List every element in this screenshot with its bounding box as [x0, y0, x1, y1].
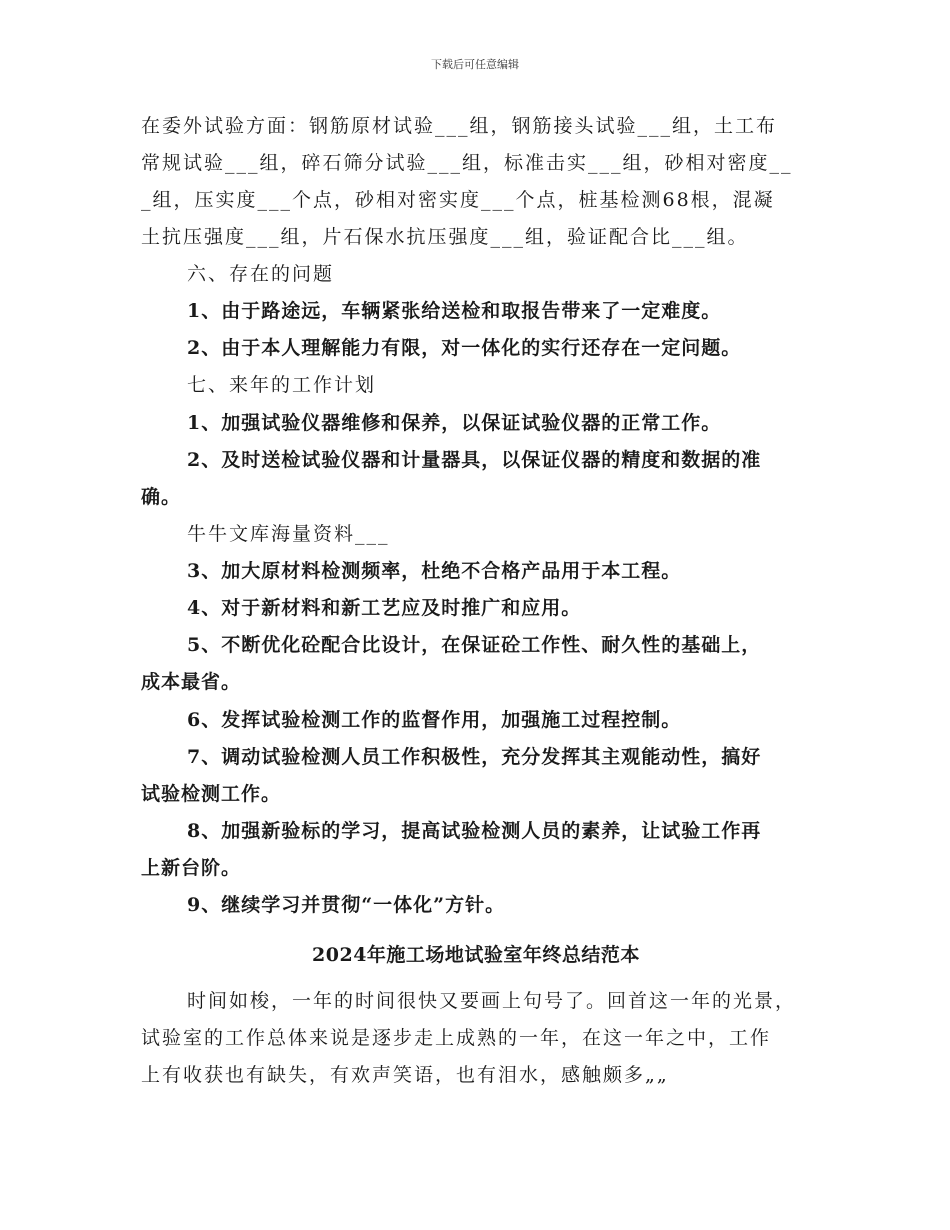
list-item-continuation: 试验检测工作。	[141, 783, 282, 805]
paragraph-line: 土抗压强度___组，片石保水抗压强度___组，验证配合比___组。	[141, 226, 749, 248]
list-item: 5、不断优化砼配合比设计，在保证砼工作性、耐久性的基础上，	[187, 634, 762, 656]
list-item: 3、加大原材料检测频率，杜绝不合格产品用于本工程。	[187, 560, 682, 582]
paragraph-line: 时间如梭，一年的时间很快又要画上句号了。回首这一年的光景，	[187, 990, 797, 1012]
list-item: 4、对于新材料和新工艺应及时推广和应用。	[187, 597, 582, 619]
list-item: 6、发挥试验检测工作的监督作用，加强施工过程控制。	[187, 709, 682, 731]
list-item: 1、加强试验仪器维修和保养，以保证试验仪器的正常工作。	[187, 412, 722, 434]
section-heading: 六、存在的问题	[187, 263, 335, 285]
list-item-continuation: 上新台阶。	[141, 857, 242, 879]
list-item: 2、由于本人理解能力有限，对一体化的实行还存在一定问题。	[187, 337, 742, 359]
paragraph-line: 常规试验___组，碎石筛分试验___组，标准击实___组，砂相对密度__	[141, 152, 793, 174]
page-header: 下载后可任意编辑	[431, 58, 519, 71]
paragraph-line: _组，压实度___个点，砂相对密实度___个点，桩基检测68根，混凝	[141, 189, 775, 211]
section-heading: 七、来年的工作计划	[187, 374, 377, 396]
list-item: 1、由于路途远，车辆紧张给送检和取报告带来了一定难度。	[187, 300, 722, 322]
list-item-continuation: 成本最省。	[141, 671, 242, 693]
document-title: 2024年施工场地试验室年终总结范本	[312, 944, 640, 966]
list-item: 9、继续学习并贯彻“一体化”方针。	[187, 894, 506, 916]
paragraph-line: 试验室的工作总体来说是逐步走上成熟的一年，在这一年之中，工作	[141, 1027, 772, 1049]
list-item: 7、调动试验检测人员工作积极性，充分发挥其主观能动性，搞好	[187, 746, 762, 768]
list-item: 8、加强新验标的学习，提高试验检测人员的素养，让试验工作再	[187, 820, 762, 842]
watermark-text: 牛牛文库海量资料___	[187, 523, 390, 545]
list-item: 2、及时送检试验仪器和计量器具，以保证仪器的精度和数据的准	[187, 449, 762, 471]
paragraph-line: 在委外试验方面：钢筋原材试验___组，钢筋接头试验___组，土工布	[141, 115, 778, 137]
list-item-continuation: 确。	[141, 486, 182, 508]
paragraph-line: 上有收获也有缺失，有欢声笑语，也有泪水，感触颇多„„	[141, 1064, 669, 1086]
